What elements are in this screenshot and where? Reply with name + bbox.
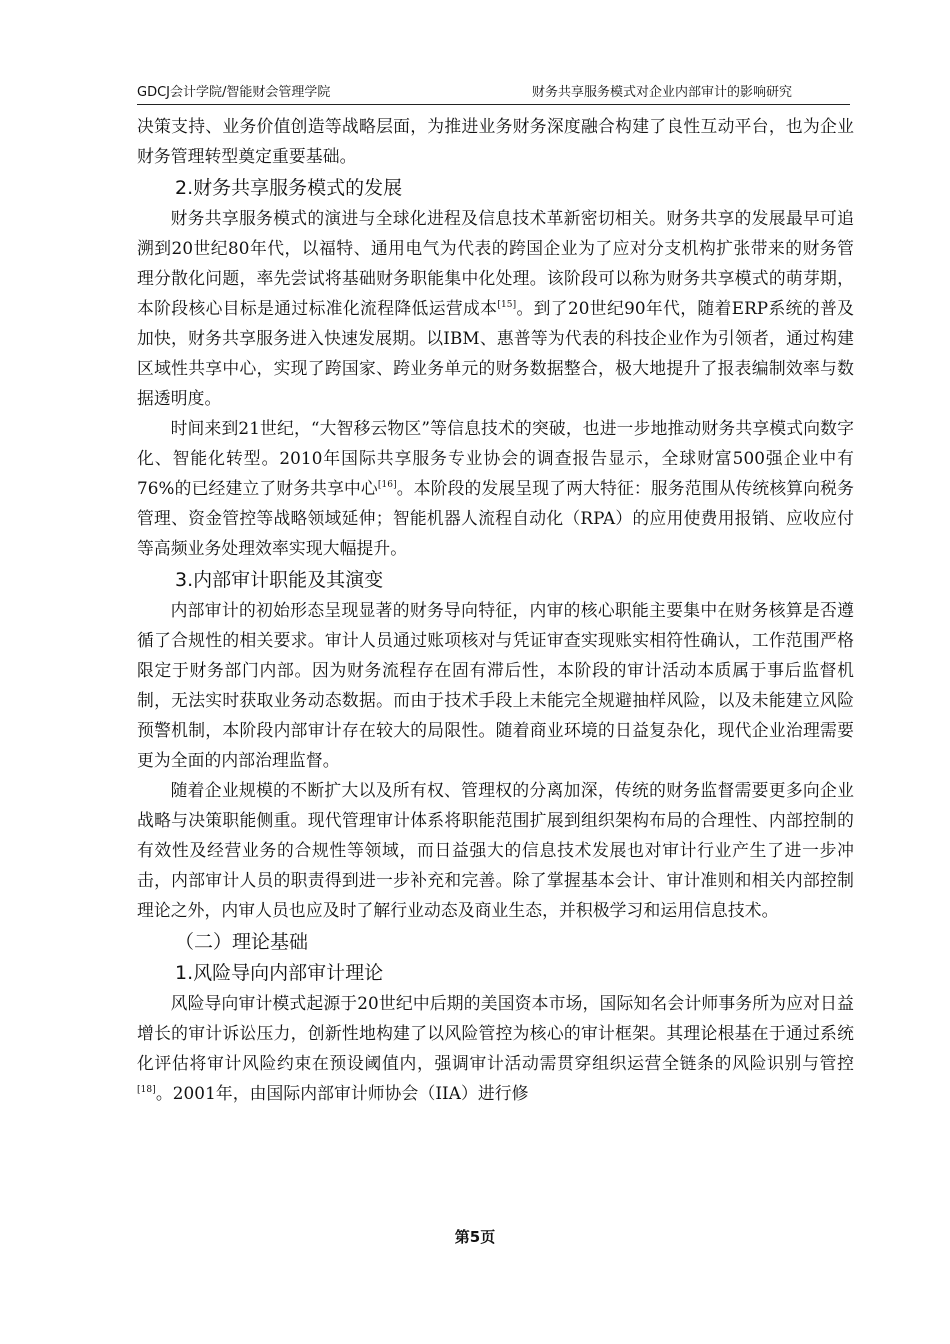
paragraph [137,595,854,775]
paragraph [137,988,854,1108]
header-title: 财务共享服务模式对企业内部审计的影响研究 [531,85,792,100]
citation-ref: [18] [137,1085,156,1095]
paragraph [137,111,854,171]
citation-ref: [16] [377,480,397,490]
paragraph-text: 。2001年，由国际内部审计师协会（IIA）进行修 [155,1083,529,1103]
paragraph-text: 。本阶段的发展呈现了两大特征：服务范围从传统核算向税务管理、资金管控等战略领域延伸；智能机器人流程自动化（RPA）的应用使费用报销、应收应付等高频业务处理效率实现大幅提升。 [137,478,854,558]
paragraph-text: 内部审计的初始形态呈现显著的财务导向特征，内审的核心职能主要集中在财务核算是否遵循了合规性的相关要求。审计人员通过账项核对与凭证审查实现账实相符性确认，工作范围严格限定于财务部门内部。因为财务流程存在固有滞后性，本阶段的审计活动本质属于事后监督机制，无法实时获取业务动态数据。而由于技术手段上未能完全规避抽样风险，以及未能建立风险预警机制，本阶段内部审计存在较大的局限性。随着商业环境的日益复杂化，现代企业治理需要更为全面的内部治理监督。 [137,600,854,770]
citation-ref: [15] [497,300,517,310]
paragraph [137,775,854,925]
paragraph [137,203,854,413]
part-heading: （二）理论基础 [175,931,309,953]
page-header [137,84,850,105]
section-heading: 2.财务共享服务模式的发展 [175,177,403,199]
paragraph-text: 财务共享服务模式的演进与全球化进程及信息技术革新密切相关。财务共享的发展最早可追溯到20世纪80年代，以福特、通用电气为代表的跨国企业为了应对分支机构扩张带来的财务管理分散化问题，率先尝试将基础财务职能集中化处理。该阶段可以称为财务共享模式的萌芽期，本阶段核心目标是通过标准化流程降低运营成本 [137,208,854,318]
page-body [137,111,854,1108]
paragraph-text: 。到了20世纪90年代，随着ERP系统的普及加快，财务共享服务进入快速发展期。以IBM、惠普等为代表的科技企业作为引领者，通过构建区域性共享中心，实现了跨国家、跨业务单元的财务数据整合，极大地提升了报表编制效率与数据透明度。 [137,298,854,408]
paragraph [137,413,854,563]
section-heading: 1.风险导向内部审计理论 [175,962,384,984]
page-number: 第5页 [454,1228,496,1246]
paragraph-text: 随着企业规模的不断扩大以及所有权、管理权的分离加深，传统的财务监督需要更多向企业战略与决策职能侧重。现代管理审计体系将职能范围扩展到组织架构布局的合理性、内部控制的有效性及经营业务的合规性等领域，而日益强大的信息技术发展也对审计行业产生了进一步冲击，内部审计人员的职责得到进一步补充和完善。除了掌握基本会计、审计准则和相关内部控制理论之外，内审人员也应及时了解行业动态及商业生态，并积极学习和运用信息技术。 [137,780,854,920]
paragraph-text: 风险导向审计模式起源于20世纪中后期的美国资本市场，国际知名会计师事务所为应对日益增长的审计诉讼压力，创新性地构建了以风险管控为核心的审计框架。其理论根基在于通过系统化评估将审计风险约束在预设阈值内，强调审计活动需贯穿组织运营全链条的风险识别与管控 [137,993,854,1073]
paragraph-text: 时间来到21世纪，“大智移云物区”等信息技术的突破，也进一步地推动财务共享模式向数字化、智能化转型。2010年国际共享服务专业协会的调查报告显示，全球财富500强企业中有76%的已经建立了财务共享中心 [137,418,854,498]
paragraph-text: 决策支持、业务价值创造等战略层面，为推进业务财务深度融合构建了良性互动平台，也为企业财务管理转型奠定重要基础。 [137,116,854,166]
section-heading: 3.内部审计职能及其演变 [175,569,384,591]
header-institution: GDCJ会计学院/智能财会管理学院 [137,85,331,100]
